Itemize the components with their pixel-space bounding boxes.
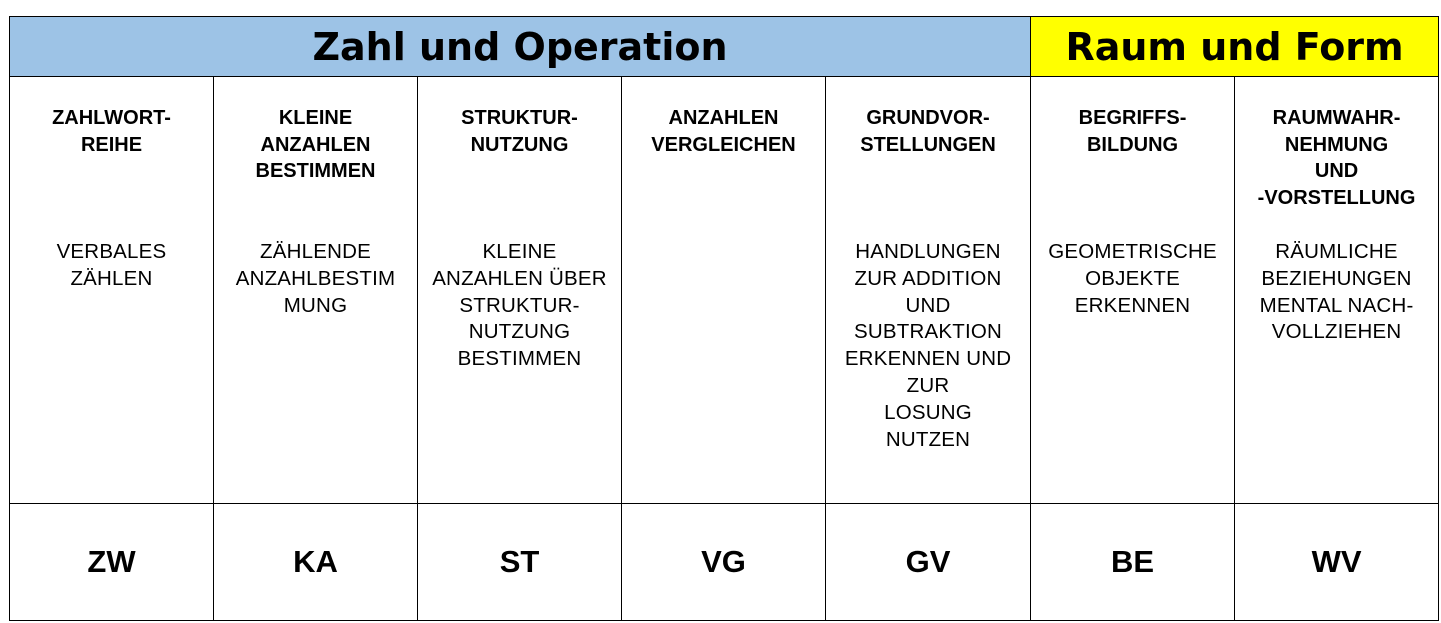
competency-table bbox=[9, 16, 1439, 621]
code-cell-ka: KA bbox=[214, 504, 418, 621]
column-description: VERBALES ZÄHLEN bbox=[56, 240, 167, 290]
column-title: GRUNDVOR- STELLUNGEN bbox=[860, 107, 996, 156]
column-description: GEOMETRISCHE OBJEKTE ERKENNEN bbox=[1048, 240, 1217, 317]
code-cell-wv: WV bbox=[1235, 504, 1439, 621]
code-cell-gv: GV bbox=[826, 504, 1031, 621]
column-description: HANDLUNGEN ZUR ADDITION UND SUBTRAKTION ERKENNEN UND ZUR LOSUNG NUTZEN bbox=[844, 240, 1012, 451]
column-vg bbox=[622, 77, 826, 504]
column-wv bbox=[1235, 77, 1439, 504]
content-row bbox=[10, 77, 1439, 504]
column-description: RÄUMLICHE BEZIEHUNGEN MENTAL NACH- VOLLZIEHEN bbox=[1259, 240, 1414, 344]
code-cell-st: ST bbox=[418, 504, 622, 621]
header-raum-und-form: Raum und Form bbox=[1031, 17, 1439, 77]
column-title: BEGRIFFS- BILDUNG bbox=[1078, 107, 1187, 156]
column-description: ZÄHLENDE ANZAHLBESTIM MUNG bbox=[235, 240, 396, 317]
column-title: RAUMWAHR- NEHMUNG UND -VORSTELLUNG bbox=[1257, 107, 1416, 209]
column-title: STRUKTUR- NUTZUNG bbox=[461, 107, 578, 156]
column-be bbox=[1031, 77, 1235, 504]
header-zahl-und-operation: Zahl und Operation bbox=[10, 17, 1031, 77]
column-ka bbox=[214, 77, 418, 504]
column-title: ANZAHLEN VERGLEICHEN bbox=[651, 107, 796, 156]
column-gv bbox=[826, 77, 1031, 504]
header-row bbox=[10, 17, 1439, 77]
code-cell-zw: ZW bbox=[10, 504, 214, 621]
column-title: ZAHLWORT- REIHE bbox=[52, 107, 171, 156]
column-description: KLEINE ANZAHLEN ÜBER STRUKTUR- NUTZUNG BESTIMMEN bbox=[432, 240, 607, 371]
column-zw bbox=[10, 77, 214, 504]
code-cell-be: BE bbox=[1031, 504, 1235, 621]
code-cell-vg: VG bbox=[622, 504, 826, 621]
code-row bbox=[10, 504, 1439, 621]
column-title: KLEINE ANZAHLEN BESTIMMEN bbox=[255, 107, 376, 182]
column-st bbox=[418, 77, 622, 504]
